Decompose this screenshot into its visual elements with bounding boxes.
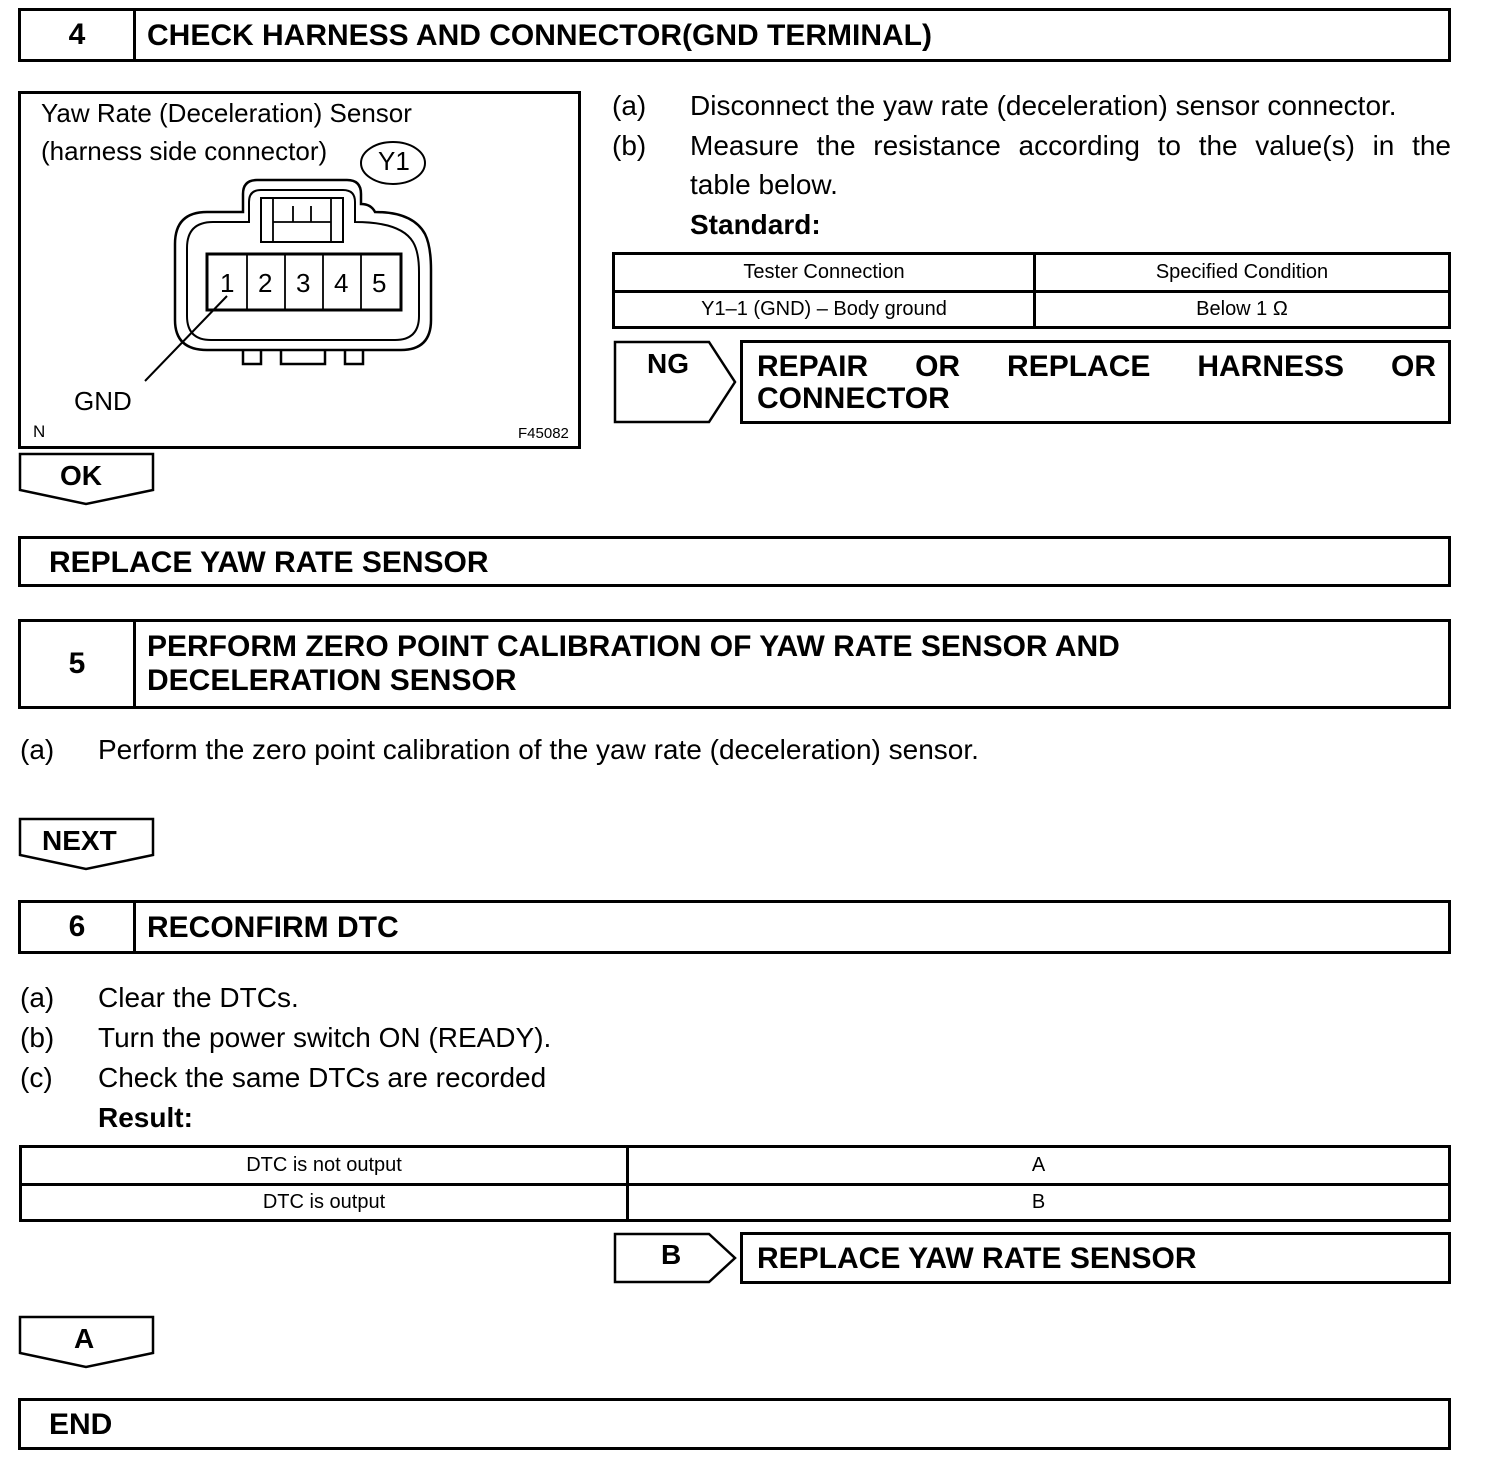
figure-corner-label: N xyxy=(33,422,46,441)
table-cell: Y1–1 (GND) – Body ground xyxy=(614,292,1035,328)
step-5-header xyxy=(18,619,1451,709)
step4-instruction-a-text: Disconnect the yaw rate (deceleration) sensor connector. xyxy=(690,90,1397,121)
connector-bottom-tabs xyxy=(243,350,363,364)
ok-result-box xyxy=(18,536,1451,587)
step-4-number: 4 xyxy=(21,11,136,59)
step-5-title-line1: PERFORM ZERO POINT CALIBRATION OF YAW RATE SENSOR AND xyxy=(147,630,1120,663)
ng-result-line2: CONNECTOR xyxy=(757,382,950,415)
result-table xyxy=(19,1145,1451,1222)
ng-result-box xyxy=(740,340,1451,424)
connector-outer-shell xyxy=(175,180,431,350)
step6-instruction-a-text: Clear the DTCs. xyxy=(98,982,299,1013)
b-result-box xyxy=(740,1232,1451,1284)
step-6-title: RECONFIRM DTC xyxy=(147,911,399,944)
a-branch-arrow xyxy=(18,1315,156,1369)
figure-caption-line2: (harness side connector) xyxy=(41,136,328,166)
b-result-text: REPLACE YAW RATE SENSOR xyxy=(757,1242,1197,1275)
step6-instruction-a-marker: (a) xyxy=(20,982,55,1013)
figure-caption-line1: Yaw Rate (Deceleration) Sensor xyxy=(41,98,412,128)
pin-5-label: 5 xyxy=(372,268,387,298)
figure-code: F45082 xyxy=(518,425,569,442)
connector-id-label: Y1 xyxy=(378,146,410,176)
b-label: B xyxy=(661,1239,682,1270)
ok-branch-arrow xyxy=(18,452,156,506)
step6-instruction-c-text: Check the same DTCs are recorded xyxy=(98,1062,547,1093)
table-header-cell: Tester Connection xyxy=(614,254,1035,292)
pin-2-label: 2 xyxy=(258,268,273,298)
step-5-title-line2: DECELERATION SENSOR xyxy=(147,664,517,697)
ng-result-word: HARNESS xyxy=(1197,350,1345,383)
table-row xyxy=(614,292,1450,328)
b-branch-arrow xyxy=(613,1232,737,1284)
step5-instruction-a-marker: (a) xyxy=(20,734,55,765)
step-6-header xyxy=(18,900,1451,954)
end-box xyxy=(18,1398,1451,1450)
step-5-number: 5 xyxy=(21,622,136,706)
table-cell: DTC is not output xyxy=(21,1147,628,1185)
ng-label: NG xyxy=(647,348,689,379)
step6-instruction-b-marker: (b) xyxy=(20,1022,55,1053)
step-4-header xyxy=(18,8,1451,62)
standard-table xyxy=(612,252,1451,329)
table-cell: B xyxy=(628,1185,1450,1221)
step6-instruction-b-text: Turn the power switch ON (READY). xyxy=(98,1022,552,1053)
pin-4-label: 4 xyxy=(334,268,349,298)
table-row xyxy=(614,254,1450,292)
result-label: Result: xyxy=(98,1102,193,1133)
step4-instruction-b-marker: (b) xyxy=(612,130,647,161)
table-row xyxy=(21,1185,1450,1221)
table-cell: A xyxy=(628,1147,1450,1185)
step5-instruction-a-text: Perform the zero point calibration of the yaw rate (deceleration) sensor. xyxy=(98,734,979,765)
table-header-cell: Specified Condition xyxy=(1035,254,1450,292)
table-row xyxy=(21,1147,1450,1185)
pin-1-label: 1 xyxy=(220,268,235,298)
connector-figure xyxy=(18,91,581,449)
ng-branch-arrow xyxy=(613,340,737,424)
step-4-title: CHECK HARNESS AND CONNECTOR(GND TERMINAL) xyxy=(147,19,932,52)
ok-result-text: REPLACE YAW RATE SENSOR xyxy=(49,546,489,579)
end-text: END xyxy=(49,1408,113,1441)
table-cell: Below 1 Ω xyxy=(1035,292,1450,328)
ok-label: OK xyxy=(60,460,102,491)
ng-result-line1 xyxy=(757,351,1436,383)
step4-instruction-b-line1: Measure the resistance according to the value(s) in the xyxy=(690,130,1451,161)
step4-instruction-b-line2: table below. xyxy=(690,169,838,200)
a-label: A xyxy=(74,1323,95,1354)
ng-result-word: REPAIR xyxy=(757,350,869,383)
ng-result-word: OR xyxy=(1391,350,1436,383)
next-arrow xyxy=(18,817,156,871)
ng-result-word: REPLACE xyxy=(1007,350,1151,383)
step4-instruction-a-marker: (a) xyxy=(612,90,647,121)
next-label: NEXT xyxy=(42,825,117,856)
step6-instruction-c-marker: (c) xyxy=(20,1062,53,1093)
pin-3-label: 3 xyxy=(296,268,311,298)
standard-label: Standard: xyxy=(690,209,821,240)
table-cell: DTC is output xyxy=(21,1185,628,1221)
ng-result-word: OR xyxy=(915,350,961,383)
gnd-label: GND xyxy=(74,386,132,416)
step-6-number: 6 xyxy=(21,903,136,951)
